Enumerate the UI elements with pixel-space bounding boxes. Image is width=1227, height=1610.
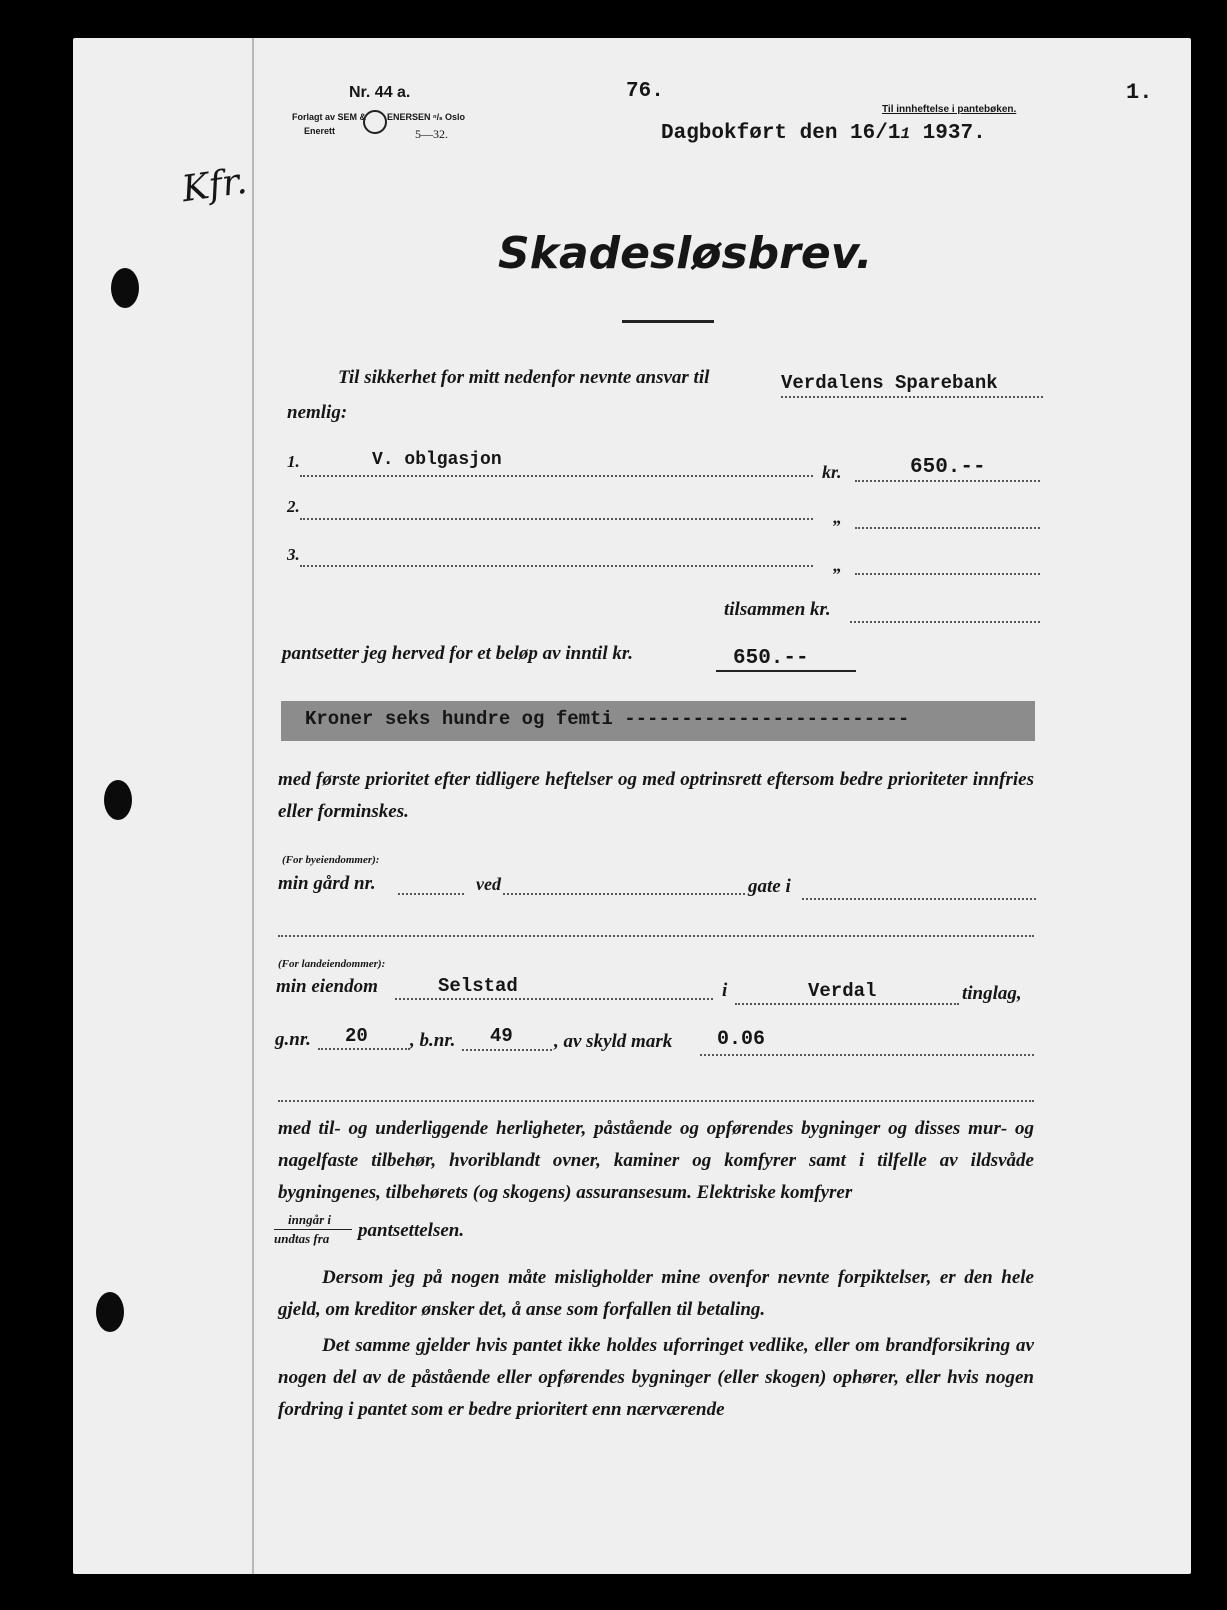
registration-stamp: Dagbokført den 16/11 1937. — [661, 122, 986, 145]
priority-text: med første prioritet efter tidligere heftelser og med optrinsrett eftersom bedre prioriteter innfries eller forminskes. — [278, 769, 1034, 822]
intro-text: Til sikkerhet for mitt nedenfor nevnte ansvar til — [338, 367, 710, 388]
skyld-label: , av skyld mark — [554, 1031, 673, 1052]
gate-line — [802, 898, 1036, 900]
pledge-end: pantsettelsen. — [358, 1220, 465, 1241]
corner-number: 1. — [1126, 80, 1153, 105]
farm-label: min gård nr. — [278, 873, 376, 894]
item-number: 3. — [287, 545, 300, 564]
namely-label: nemlig: — [287, 402, 348, 423]
gnr-line — [318, 1048, 410, 1050]
property-name: Selstad — [438, 975, 518, 997]
form-number: Nr. 44 a. — [349, 84, 411, 101]
copyright: Enerett — [304, 126, 336, 136]
pledge-amount: 650.-- — [733, 647, 809, 670]
item-number: 2. — [287, 497, 300, 516]
item-currency: „ — [833, 555, 842, 575]
skyld-value: 0.06 — [717, 1028, 766, 1051]
appurtenances-text: med til- og underliggende herligheter, påstående og opførendes bygninger og disses mur- og nagelfaste tilbehør, hvoriblandt ovner, kaminer og komfyrer samt i tilfelle av ildsvåde bygningenes, tilbehørets (og skogens) assuransesum. Elektriske komfyrer — [278, 1118, 1034, 1203]
bnr-value: 49 — [490, 1025, 513, 1047]
property-label: min eiendom — [276, 976, 378, 997]
publisher-right: ENERSEN ⁿ/ₛ Oslo — [387, 112, 466, 122]
bnr-label: , b.nr. — [410, 1030, 456, 1051]
rural-heading: (For landeiendommer): — [278, 958, 386, 970]
municipality-line — [735, 1003, 959, 1005]
item-currency: kr. — [822, 462, 842, 482]
publisher-logo-icon — [363, 110, 387, 134]
farm-line — [398, 893, 464, 895]
item-line — [300, 518, 813, 520]
bnr-line — [462, 1049, 552, 1051]
publisher-left: Forlagt av SEM & — [292, 112, 367, 122]
default-text: Dersom jeg på nogen måte misligholder mine ovenfor nevnte forpiktelser, er den hele gjeld, om kreditor ønsker det, å anse som forfallen til betaling. — [278, 1267, 1034, 1320]
title-rule — [622, 320, 714, 323]
pledge-text: pantsetter jeg herved for et beløp av inntil kr. — [282, 643, 633, 664]
amount-line — [855, 480, 1040, 482]
total-line — [850, 621, 1040, 623]
option-excluded: undtas fra — [274, 1231, 330, 1246]
filing-note: Til innheftelse i pantebøken. — [882, 104, 1017, 115]
margin-rule — [252, 38, 254, 1574]
skyld-line — [700, 1054, 1034, 1056]
same-text: Det samme gjelder hvis pantet ikke holdes uforringet vedlike, eller om brandforsikring av nogen del av de påstående eller opførendes bygninger (eller skogen) ophører, eller hvis nogen fordring i pantet som er bedre prioritert enn nærværende — [278, 1335, 1034, 1420]
blank-line — [278, 1100, 1034, 1102]
item-line — [300, 565, 813, 567]
item-description: V. oblgasjon — [372, 450, 502, 470]
punch-hole — [104, 780, 132, 820]
item-number: 1. — [287, 452, 300, 471]
creditor: Verdalens Sparebank — [781, 372, 998, 394]
option-included: inngår i — [288, 1212, 331, 1227]
option-divider — [274, 1229, 352, 1230]
item-line — [300, 475, 813, 477]
urban-heading: (For byeiendommer): — [282, 854, 380, 866]
total-label: tilsammen kr. — [724, 599, 831, 620]
item-amount: 650.-- — [910, 456, 986, 479]
page-stamp: 76. — [626, 80, 664, 103]
edition: 5—32. — [415, 127, 448, 141]
tinglag-label: tinglag, — [962, 983, 1022, 1004]
pledge-line — [716, 670, 856, 672]
in-label: i — [722, 980, 728, 1001]
item-currency: „ — [833, 507, 842, 527]
municipality: Verdal — [808, 980, 877, 1002]
margin-note: Kfr. — [179, 160, 250, 211]
punch-hole — [111, 268, 139, 308]
gate-label: gate i — [748, 876, 791, 897]
gnr-label: g.nr. — [275, 1029, 311, 1050]
property-line — [395, 998, 713, 1000]
gnr-value: 20 — [345, 1025, 368, 1047]
ved-line — [503, 893, 745, 895]
amount-line — [855, 573, 1040, 575]
blank-line — [278, 935, 1034, 937]
amount-line — [855, 527, 1040, 529]
ved-label: ved — [476, 874, 501, 894]
punch-hole — [96, 1292, 124, 1332]
amount-in-words: Kroner seks hundre og femti ------------------------- — [305, 708, 910, 730]
underline — [781, 396, 1043, 398]
document-title: Skadesløsbrev. — [498, 228, 873, 279]
